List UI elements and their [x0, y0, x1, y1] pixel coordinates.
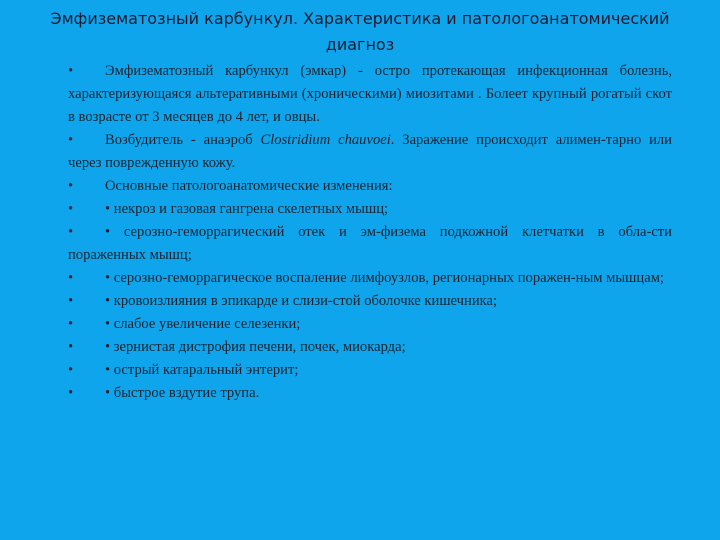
- bullet-icon: •: [68, 201, 74, 217]
- list-item: [68, 313, 672, 336]
- item-text: Основные патологоанатомические изменения:: [105, 178, 393, 194]
- sub-bullet-icon: •: [105, 201, 111, 217]
- bullet-icon: •: [68, 385, 74, 401]
- sub-bullet-icon: •: [105, 385, 111, 401]
- list-item: [68, 60, 672, 129]
- sub-bullet-icon: •: [105, 339, 111, 355]
- list-item: [68, 129, 672, 175]
- sub-bullet-icon: •: [105, 224, 111, 240]
- item-text: Возбудитель - анаэроб: [105, 132, 261, 148]
- list-item: [68, 267, 672, 290]
- item-text: слабое увеличение селезенки;: [113, 316, 301, 332]
- bullet-icon: •: [68, 362, 74, 378]
- bullet-icon: •: [68, 132, 74, 148]
- list-item: [68, 175, 672, 198]
- item-text: зернистая дистрофия печени, почек, миокарда;: [113, 339, 406, 355]
- bullet-icon: •: [68, 178, 74, 194]
- sub-bullet-icon: •: [105, 293, 111, 309]
- item-text: серозно-геморрагический отек и эм-физема подкожной клетчатки в обла-сти пораженных мышц;: [68, 224, 672, 263]
- list-item: [68, 221, 672, 267]
- bullet-icon: •: [68, 316, 74, 332]
- list-item: [68, 336, 672, 359]
- bullet-icon: •: [68, 63, 74, 79]
- item-text: острый катаральный энтерит;: [113, 362, 299, 378]
- item-text: кровоизлияния в эпикарде и слизи-стой оболочке кишечника;: [113, 293, 498, 309]
- bullet-icon: •: [68, 339, 74, 355]
- slide-content: [68, 60, 672, 405]
- bullet-icon: •: [68, 293, 74, 309]
- list-item: [68, 382, 672, 405]
- organism-name: Clostridium chauvoei: [260, 132, 391, 148]
- item-text: Эмфизематозный карбункул (эмкар) - остро протекающая инфекционная болезнь, характеризующаяся альтеративными (хроническими) миозитами . Болеет крупный рогатый скот в возрасте от 3 месяцев до 4 лет, и овцы.: [68, 63, 672, 125]
- item-text: некроз и газовая гангрена скелетных мышц;: [113, 201, 389, 217]
- bullet-icon: •: [68, 270, 74, 286]
- sub-bullet-icon: •: [105, 270, 111, 286]
- sub-bullet-icon: •: [105, 362, 111, 378]
- list-item: [68, 359, 672, 382]
- bullet-icon: •: [68, 224, 74, 240]
- item-text: . Заражение происходит алимен-тарно или через поврежденную кожу.: [68, 132, 672, 171]
- item-text: серозно-геморрагическое воспаление лимфоузлов, регионарных поражен-ным мышцам;: [113, 270, 664, 286]
- list-item: [68, 290, 672, 313]
- list-item: [68, 198, 672, 221]
- slide-title: Эмфизематозный карбункул. Характеристика и патологоанатомический диагноз: [50, 9, 670, 54]
- item-text: быстрое вздутие трупа.: [113, 385, 260, 401]
- sub-bullet-icon: •: [105, 316, 111, 332]
